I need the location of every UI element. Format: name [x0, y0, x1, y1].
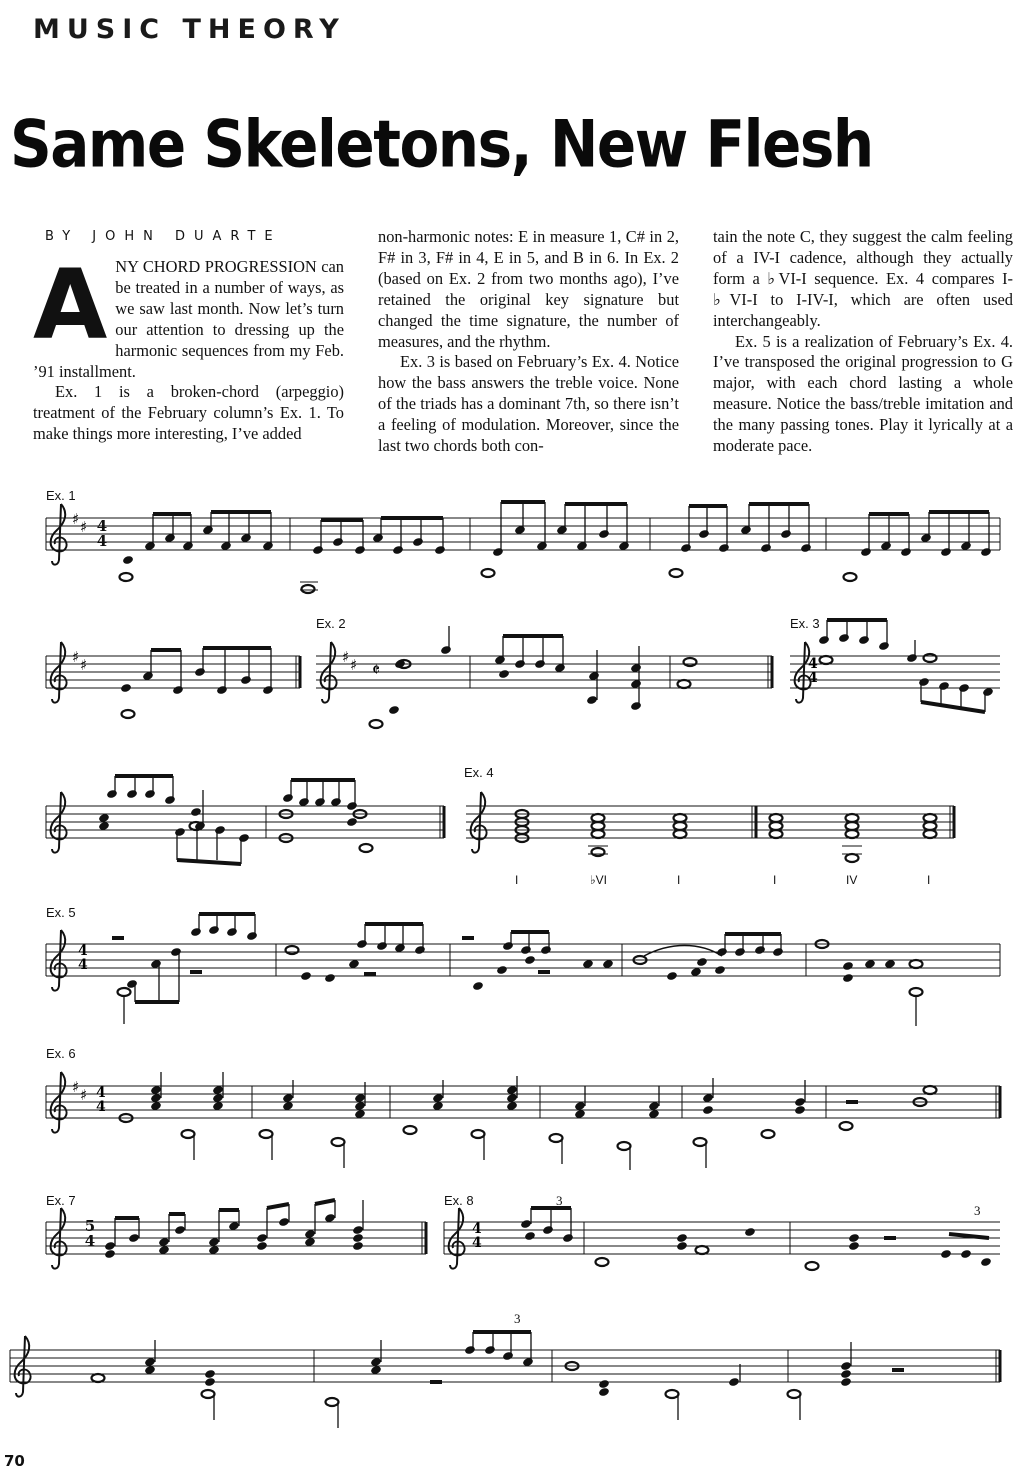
svg-text:4: 4: [78, 943, 88, 959]
example-7-label: Ex. 7: [46, 1193, 76, 1208]
section-kicker: MUSIC THEORY: [33, 14, 346, 45]
numeral: I: [927, 873, 931, 887]
article-title: Same Skeletons, New Flesh: [10, 106, 873, 183]
triplet-mark: 3: [514, 1311, 521, 1326]
svg-text:4: 4: [808, 670, 818, 686]
svg-text:♯: ♯: [72, 1078, 80, 1096]
svg-text:4: 4: [96, 1085, 106, 1101]
triplet-mark: 3: [974, 1203, 981, 1218]
byline: BY JOHN DUARTE: [45, 229, 282, 244]
svg-text:♯: ♯: [80, 656, 88, 674]
time-sig-bottom: 4: [84, 1232, 96, 1250]
time-sig-top: 4: [96, 517, 108, 535]
paragraph: NY CHORD PROGRESSION can be treated in a number of ways, as we saw last month. Now let’s turn our attention to dressing up the harmonic sequences from my Feb. ’91 installment.: [33, 257, 344, 381]
example-4-label: Ex. 4: [464, 765, 494, 780]
example-1-label: Ex. 1: [46, 488, 76, 503]
time-sig-top: 5: [84, 1217, 96, 1235]
numeral: IV: [846, 873, 858, 887]
svg-text:♯: ♯: [342, 648, 350, 666]
numeral: I: [515, 873, 519, 887]
time-sig-bottom: 4: [96, 532, 108, 550]
svg-text:♯: ♯: [72, 510, 80, 528]
paragraph: Ex. 5 is a realization of February’s Ex. 4. I’ve transposed the original progression to G major, with each chord lasting a whole measure. Notice the bass/treble imitation and the many passing tones. Play it lyrically at a moderate pace.: [713, 331, 1013, 456]
example-6-label: Ex. 6: [46, 1046, 76, 1061]
triplet-mark: 3: [556, 1193, 563, 1208]
music-notation: [0, 480, 1024, 1450]
svg-text:♯: ♯: [350, 656, 358, 674]
paragraph: non-harmonic notes: E in measure 1, C# in 2, F# in 3, F# in 4, E in 5, and B in 6. In Ex. 2 (based on Ex. 2 from two months ago), I’ve retained the original key signature but changed the time signature, the number of measures, and the rhythm.: [378, 227, 679, 351]
example-8-label: Ex. 8: [444, 1193, 474, 1208]
page-number: 70: [4, 1452, 25, 1470]
example-3-label: Ex. 3: [790, 616, 820, 631]
article-column-2: [378, 227, 679, 457]
svg-text:4: 4: [96, 1099, 106, 1115]
drop-cap: A: [33, 249, 108, 361]
svg-text:4: 4: [808, 656, 818, 672]
numeral: ♭VI: [590, 873, 607, 887]
svg-text:𝄵: 𝄵: [372, 660, 381, 681]
svg-text:♯: ♯: [80, 1086, 88, 1104]
article-column-3: [713, 227, 1013, 457]
article-column-1: [33, 227, 344, 445]
svg-text:4: 4: [472, 1235, 482, 1251]
paragraph: Ex. 3 is based on February’s Ex. 4. Notice how the bass answers the treble voice. None of the triads has a dominant 7th, so there isn’t a feeling of modulation. Moreover, since the last two chords both con-: [378, 352, 679, 456]
svg-text:♯: ♯: [80, 518, 88, 536]
svg-text:4: 4: [78, 957, 88, 973]
svg-text:♯: ♯: [72, 648, 80, 666]
example-5-label: Ex. 5: [46, 905, 76, 920]
numeral: I: [677, 873, 681, 887]
numeral: I: [773, 873, 777, 887]
svg-text:4: 4: [472, 1221, 482, 1237]
example-2-label: Ex. 2: [316, 616, 346, 631]
paragraph: Ex. 1 is a broken-chord (arpeggio) treatment of the February column’s Ex. 1. To make things more interesting, I’ve added: [33, 382, 344, 444]
paragraph: tain the note C, they suggest the calm feeling of a IV-I cadence, although they actually form a ♭VI-I sequence. Ex. 4 compares I-♭VI-I to I-IV-I, which are often used interchangeably.: [713, 227, 1013, 330]
